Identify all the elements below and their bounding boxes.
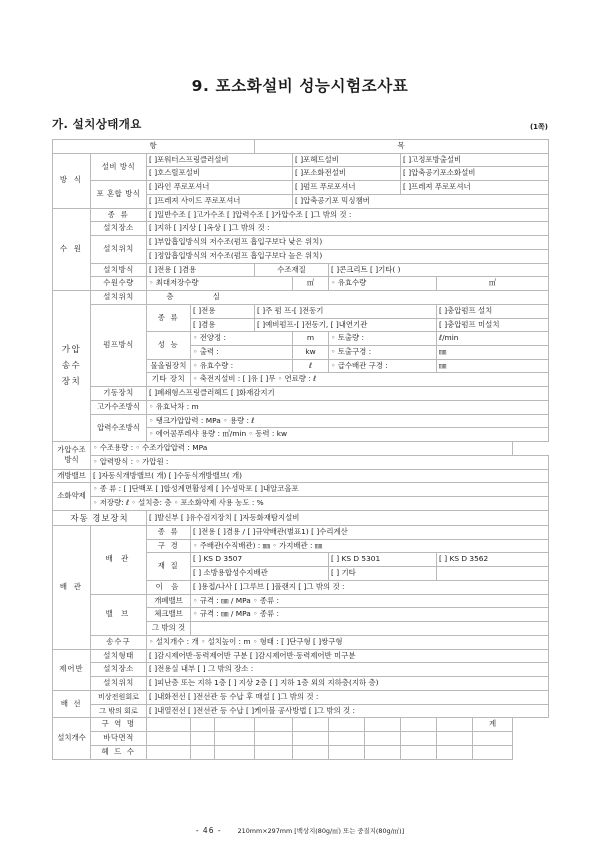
cell-zone-9[interactable] — [437, 718, 473, 732]
opt-foam-head[interactable]: [ ]포헤드설비 — [293, 153, 401, 167]
value-pressurized-tank-line2[interactable]: ◦ 압력방식 : ◦ 가압원 : — [91, 455, 549, 469]
row-valve-gate — [53, 594, 549, 608]
label-start-device: 기동장치 — [91, 387, 147, 401]
value-other-circuit[interactable]: [ ]내열전선 [ ]전선관 등 수납 [ ]케이블 공사방법 [ ]그 밖의 것 : — [147, 704, 549, 718]
opt-backup-pump-motor-engine[interactable]: [ ]예비펌프-[ ]전동기, [ ]내연기관 — [255, 318, 437, 332]
row-floor-area — [53, 732, 549, 746]
row-wiring-other — [53, 704, 549, 718]
label-pipe-bore: 구 경 — [147, 539, 191, 553]
cell-zone-8[interactable] — [401, 718, 437, 732]
row-auto-alarm — [53, 510, 549, 525]
row-agent-storage — [53, 497, 549, 511]
value-source-type[interactable]: [ ]일반수조 [ ]고가수조 [ ]압력수조 [ ]가압수조 [ ]그 밖의 것 : — [147, 208, 549, 222]
label-water-inlet: 송수구 — [91, 635, 147, 649]
row-source-quantity — [53, 277, 549, 291]
value-effective-qty[interactable]: ◦ 유효수량 — [329, 277, 437, 291]
value-source-position-negative[interactable]: [ ]부압흡입방식의 저수조(펌프 흡입구보다 낮은 위치) — [147, 236, 549, 250]
row-method-equipment — [53, 153, 549, 167]
cell-zone-1[interactable] — [147, 718, 191, 732]
opt-pressure-proportioner[interactable]: [ ]프레져 푸로포셔너 — [401, 181, 549, 195]
field-discharge-rate[interactable]: ◦ 토출량 : — [329, 332, 437, 346]
cell-head-2[interactable] — [191, 745, 215, 759]
row-pressurize-position — [53, 291, 549, 305]
label-source-quantity: 수원수량 — [91, 277, 147, 291]
label-pump-type: 종 류 — [147, 304, 191, 331]
label-source-install-method: 설치방식 — [91, 263, 147, 277]
opt-pressure-side-proportioner[interactable]: [ ]프레져 사이드 푸로포셔너 — [147, 194, 293, 208]
unit-discharge-rate: ℓ/min — [437, 332, 549, 346]
value-source-position-positive[interactable]: [ ]정압흡입방식의 저수조(펌프 흡입구보다 높은 위치) — [147, 249, 549, 263]
page-footer — [52, 826, 548, 835]
opt-caf-mixing-chamber[interactable]: [ ]압축공기포 믹싱챔버 — [293, 194, 549, 208]
opt-ks-d-3507[interactable]: [ ] KS D 3507 — [191, 553, 329, 567]
group-label-piping: 배 관 — [53, 526, 91, 650]
label-tank-material: 수조재질 — [255, 263, 329, 277]
unit-supply-pipe-bore: ㎜ — [437, 359, 549, 373]
group-label-water-source: 수 원 — [53, 208, 91, 290]
opt-jockey-pump-installed[interactable]: [ ]충압펌프 설치 — [437, 304, 549, 318]
value-pipe-bore[interactable]: ◦ 주배관(수직배관) : ㎜ ◦ 가지배관 : ㎜ — [191, 539, 549, 553]
cell-area-7[interactable] — [365, 732, 401, 746]
label-auto-alarm: 자동 경보장치 — [53, 510, 147, 525]
value-pipe-joint[interactable]: [ ]용접/나사 [ ]그루브 [ ]플랜지 [ ]그 밖의 것 : — [191, 580, 549, 594]
value-valve-other[interactable] — [191, 622, 549, 636]
value-tank-material[interactable]: [ ]콘크리트 [ ]기타( ) — [329, 263, 549, 277]
row-pipe-type — [53, 526, 549, 540]
cell-zone-2[interactable] — [191, 718, 215, 732]
row-pressure-tank-method — [53, 414, 549, 428]
field-priming-effective-qty[interactable]: ◦ 유효수량 : — [191, 359, 293, 373]
cell-zone-3[interactable] — [215, 718, 255, 732]
label-pipe-material: 재 질 — [147, 553, 191, 580]
pressurizing-label-line2: 송수 — [61, 360, 82, 371]
table-header-row — [53, 140, 549, 154]
cell-head-6[interactable] — [329, 745, 365, 759]
value-pressurized-tank-line1[interactable]: ◦ 수조용량 : ◦ 수조가압압력 : MPa — [91, 442, 513, 456]
opt-hose-reel-foam[interactable]: [ ]호스릴포설비 — [147, 167, 293, 181]
label-pipe-type: 종 류 — [147, 526, 191, 540]
cell-area-8[interactable] — [401, 732, 437, 746]
row-control-position — [53, 677, 549, 691]
opt-pump-proportioner[interactable]: [ ]펌프 푸로포셔너 — [293, 181, 401, 195]
row-zone-name — [53, 718, 549, 732]
row-method-mixing — [53, 181, 549, 195]
value-high-tank-head[interactable]: ◦ 유효낙차 : m — [147, 400, 549, 414]
pressurizing-label-line3: 장치 — [61, 377, 82, 388]
cell-zone-4[interactable] — [255, 718, 293, 732]
value-source-install-usage[interactable]: [ ]전용 [ ]겸용 — [147, 263, 255, 277]
row-high-tank-method — [53, 400, 549, 414]
value-source-place[interactable]: [ ]지하 [ ]지상 [ ]옥상 [ ]그 밖의 것 : — [147, 222, 549, 236]
value-control-place[interactable]: [ ]전용실 내부 [ ] 그 밖의 장소 : — [147, 663, 549, 677]
row-source-place — [53, 222, 549, 236]
unit-priming-effective-qty: ℓ — [293, 359, 329, 373]
unit-effective-qty: ㎥ — [437, 277, 549, 291]
label-source-position: 설치위치 — [91, 236, 147, 263]
installation-status-table — [52, 139, 549, 760]
pressurizing-label-line1: 가압 — [61, 344, 82, 355]
label-head-count: 헤 드 수 — [91, 745, 147, 759]
opt-ks-d-3562[interactable]: [ ] KS D 3562 — [437, 553, 549, 567]
value-emergency-circuit[interactable]: [ ]내화전선 [ ]전선관 등 수납 후 매설 [ ]그 밖의 것 : — [147, 690, 549, 704]
value-floor: 층 — [166, 292, 174, 302]
paper-spec-note: 210mm×297mm [백상지(80g/㎡) 또는 중질지(80g/㎡)] — [237, 827, 405, 835]
field-total-head[interactable]: ◦ 전양정 : — [191, 332, 293, 346]
label-high-tank-method: 고가수조방식 — [91, 400, 147, 414]
row-pump-type — [53, 304, 549, 318]
cell-head-4[interactable] — [255, 745, 293, 759]
group-label-control-panel: 제어반 — [53, 649, 91, 690]
cell-head-1[interactable] — [147, 745, 191, 759]
cell-area-6[interactable] — [329, 732, 365, 746]
row-start-device — [53, 387, 549, 401]
page-title: 9. 포소화설비 성능시험조사표 — [191, 77, 409, 95]
cell-head-3[interactable] — [215, 745, 255, 759]
label-source-place: 설치장소 — [91, 222, 147, 236]
label-pipe-joint: 이 음 — [147, 580, 191, 594]
page-number: - 46 - — [195, 826, 222, 835]
row-source-position — [53, 236, 549, 250]
label-foam-mixing-method: 포 혼합 방식 — [91, 181, 147, 208]
group-label-method: 방 식 — [53, 153, 91, 208]
value-pressure-tank-line1[interactable]: ◦ 탱크가압압력 : MPa ◦ 용량 : ℓ — [147, 414, 549, 428]
label-check-valve: 체크밸브 — [147, 608, 191, 622]
value-max-storage[interactable]: ◦ 최대저장수량 — [147, 277, 293, 291]
opt-ks-d-5301[interactable]: [ ] KS D 5301 — [329, 553, 437, 567]
cell-zone-6[interactable] — [329, 718, 365, 732]
label-emergency-circuit: 비상전원회로 — [91, 690, 147, 704]
value-agent-storage[interactable]: ◦ 저장량: ℓ ◦ 설치층: 층 ◦ 포소화약제 사용 농도 : % — [91, 497, 549, 511]
opt-pump-dedicated[interactable]: [ ]전용 — [191, 304, 255, 318]
value-pressure-tank-line2[interactable]: ◦ 에어콤푸레샤 용량 : ㎥/min ◦ 동력 : kw — [147, 428, 549, 442]
row-water-inlet — [53, 635, 549, 649]
label-priming-device: 물올림장치 — [147, 359, 191, 373]
field-discharge-bore[interactable]: ◦ 토출구경 : — [329, 346, 437, 360]
cell-area-9[interactable] — [437, 732, 473, 746]
value-control-position[interactable]: [ ]피난층 또는 지하 1층 [ ] 지상 2층 [ ] 지하 1층 외의 지하층(지하 층) — [147, 677, 549, 691]
opt-pipe-blank — [437, 567, 549, 581]
row-pressurized-tank-method-2 — [53, 455, 549, 469]
opt-foam-hydrant[interactable]: [ ]포소화전설비 — [293, 167, 401, 181]
label-pipe: 배 관 — [91, 526, 147, 595]
cell-head-9[interactable] — [437, 745, 473, 759]
opt-pump-shared[interactable]: [ ]겸용 — [191, 318, 255, 332]
opt-main-pump-motor[interactable]: [ ]주 펌 프-[ ]전동기 — [255, 304, 437, 318]
value-pressurize-position[interactable] — [147, 291, 549, 305]
cell-area-total[interactable] — [473, 732, 513, 746]
cell-zone-7[interactable] — [365, 718, 401, 732]
label-pressure-tank-method: 압력수조방식 — [91, 414, 147, 441]
field-output[interactable]: ◦ 출력 : — [191, 346, 293, 360]
value-auto-alarm[interactable]: [ ]발신부 [ ]유수검지장치 [ ]자동화재탐지설비 — [147, 510, 549, 525]
unit-output: kw — [293, 346, 329, 360]
label-equipment-method: 설비 방식 — [91, 153, 147, 180]
row-pressurized-tank-method — [53, 442, 549, 456]
label-zone-total: 계 — [473, 718, 513, 732]
value-start-device[interactable]: [ ]폐쇄형스프링클러헤드 [ ]화재감지기 — [147, 387, 549, 401]
opt-fixed-foam-discharge[interactable]: [ ]고정포방출설비 — [401, 153, 549, 167]
cell-head-7[interactable] — [365, 745, 401, 759]
row-control-form — [53, 649, 549, 663]
cell-area-1[interactable] — [147, 732, 191, 746]
opt-pipe-other[interactable]: [ ] 기타 — [329, 567, 437, 581]
label-control-place: 설치장소 — [91, 663, 147, 677]
section-title: 가. 설치상태개요 — [52, 117, 142, 131]
group-label-pressurizing — [53, 291, 91, 442]
opt-foam-water-sprinkler[interactable]: [ ]포워터스프링클러설비 — [147, 153, 293, 167]
field-supply-pipe-bore[interactable]: ◦ 급수배관 구경 : — [329, 359, 437, 373]
label-extinguishing-agent: 소화약제 — [53, 483, 91, 510]
row-wiring-emergency — [53, 690, 549, 704]
value-control-form[interactable]: [ ]감시제어반·동력제어반 구분 [ ]감시제어반·동력제어반 미구분 — [147, 649, 549, 663]
value-open-valve[interactable]: [ ]자동식개방밸브( 개) [ ]수동식개방밸브( 개) — [91, 469, 549, 483]
opt-jockey-pump-not-installed[interactable]: [ ]충압펌프 미설치 — [437, 318, 549, 332]
cell-zone-5[interactable] — [293, 718, 329, 732]
label-valve: 밸 브 — [91, 594, 147, 635]
label-other-device: 기타 장치 — [147, 373, 191, 387]
group-label-wiring: 배 선 — [53, 690, 91, 717]
value-room: 실 — [212, 292, 220, 302]
row-open-valve — [53, 469, 549, 483]
cell-area-3[interactable] — [215, 732, 255, 746]
label-floor-area: 바닥면적 — [91, 732, 147, 746]
section-header — [52, 116, 548, 132]
cell-area-5[interactable] — [293, 732, 329, 746]
row-source-type — [53, 208, 549, 222]
unit-total-head: m — [293, 332, 329, 346]
cell-head-8[interactable] — [401, 745, 437, 759]
sheet-number: (1쪽) — [529, 123, 548, 131]
cell-area-2[interactable] — [191, 732, 215, 746]
label-zone-name: 구 역 명 — [91, 718, 147, 732]
row-head-count — [53, 745, 549, 759]
label-gate-valve: 개폐밸브 — [147, 594, 191, 608]
opt-synthetic-resin-pipe[interactable]: [ ] 소방용합성수지배관 — [191, 567, 329, 581]
label-pressurized-tank-method: 가압수조방식 — [53, 442, 91, 469]
label-control-position: 설치위치 — [91, 677, 147, 691]
label-pump-method: 펌프방식 — [91, 304, 147, 386]
label-valve-other: 그 밖의 것 — [147, 622, 191, 636]
value-water-inlet[interactable]: ◦ 설치개수 : 개 ◦ 설치높이 : m ◦ 형태 : [ ]단구형 [ ]쌍구형 — [147, 635, 549, 649]
opt-compressed-air-foam[interactable]: [ ]압축공기포소화설비 — [401, 167, 549, 181]
header-mok: 목 — [255, 140, 549, 154]
cell-head-5[interactable] — [293, 745, 329, 759]
label-open-valve: 개방밸브 — [53, 469, 91, 483]
cell-head-total[interactable] — [473, 745, 513, 759]
label-pressurize-position: 설치위치 — [91, 291, 147, 305]
group-label-install-count: 설치개수 — [53, 718, 91, 759]
unit-discharge-bore: ㎜ — [437, 346, 549, 360]
header-hang: 항 — [53, 140, 255, 154]
row-control-place — [53, 663, 549, 677]
value-gate-valve[interactable]: ◦ 규격 : ㎜ / MPa ◦ 종류 : — [191, 594, 549, 608]
value-other-device[interactable]: ◦ 축전지설비 : [ ]유 [ ]무 ◦ 연료량 : ℓ — [191, 373, 549, 387]
value-agent-type[interactable]: ◦ 종 류 : [ ]단백포 [ ]합성계면활성제 [ ]수성막포 [ ]내알코올포 — [91, 483, 549, 497]
cell-area-4[interactable] — [255, 732, 293, 746]
label-control-form: 설치형태 — [91, 649, 147, 663]
label-source-type: 종 류 — [91, 208, 147, 222]
value-check-valve[interactable]: ◦ 규격 : ㎜ / MPa ◦ 종류 : — [191, 608, 549, 622]
unit-max-storage: ㎥ — [293, 277, 329, 291]
row-source-install — [53, 263, 549, 277]
label-other-circuit: 그 밖의 회로 — [91, 704, 147, 718]
label-pump-performance: 성 능 — [147, 332, 191, 359]
opt-line-proportioner[interactable]: [ ]라인 푸로포셔너 — [147, 181, 293, 195]
row-agent-type — [53, 483, 549, 497]
value-pipe-type[interactable]: [ ]전용 [ ]겸용 / [ ]규약배관(별표1) [ ]수리계산 — [191, 526, 549, 540]
